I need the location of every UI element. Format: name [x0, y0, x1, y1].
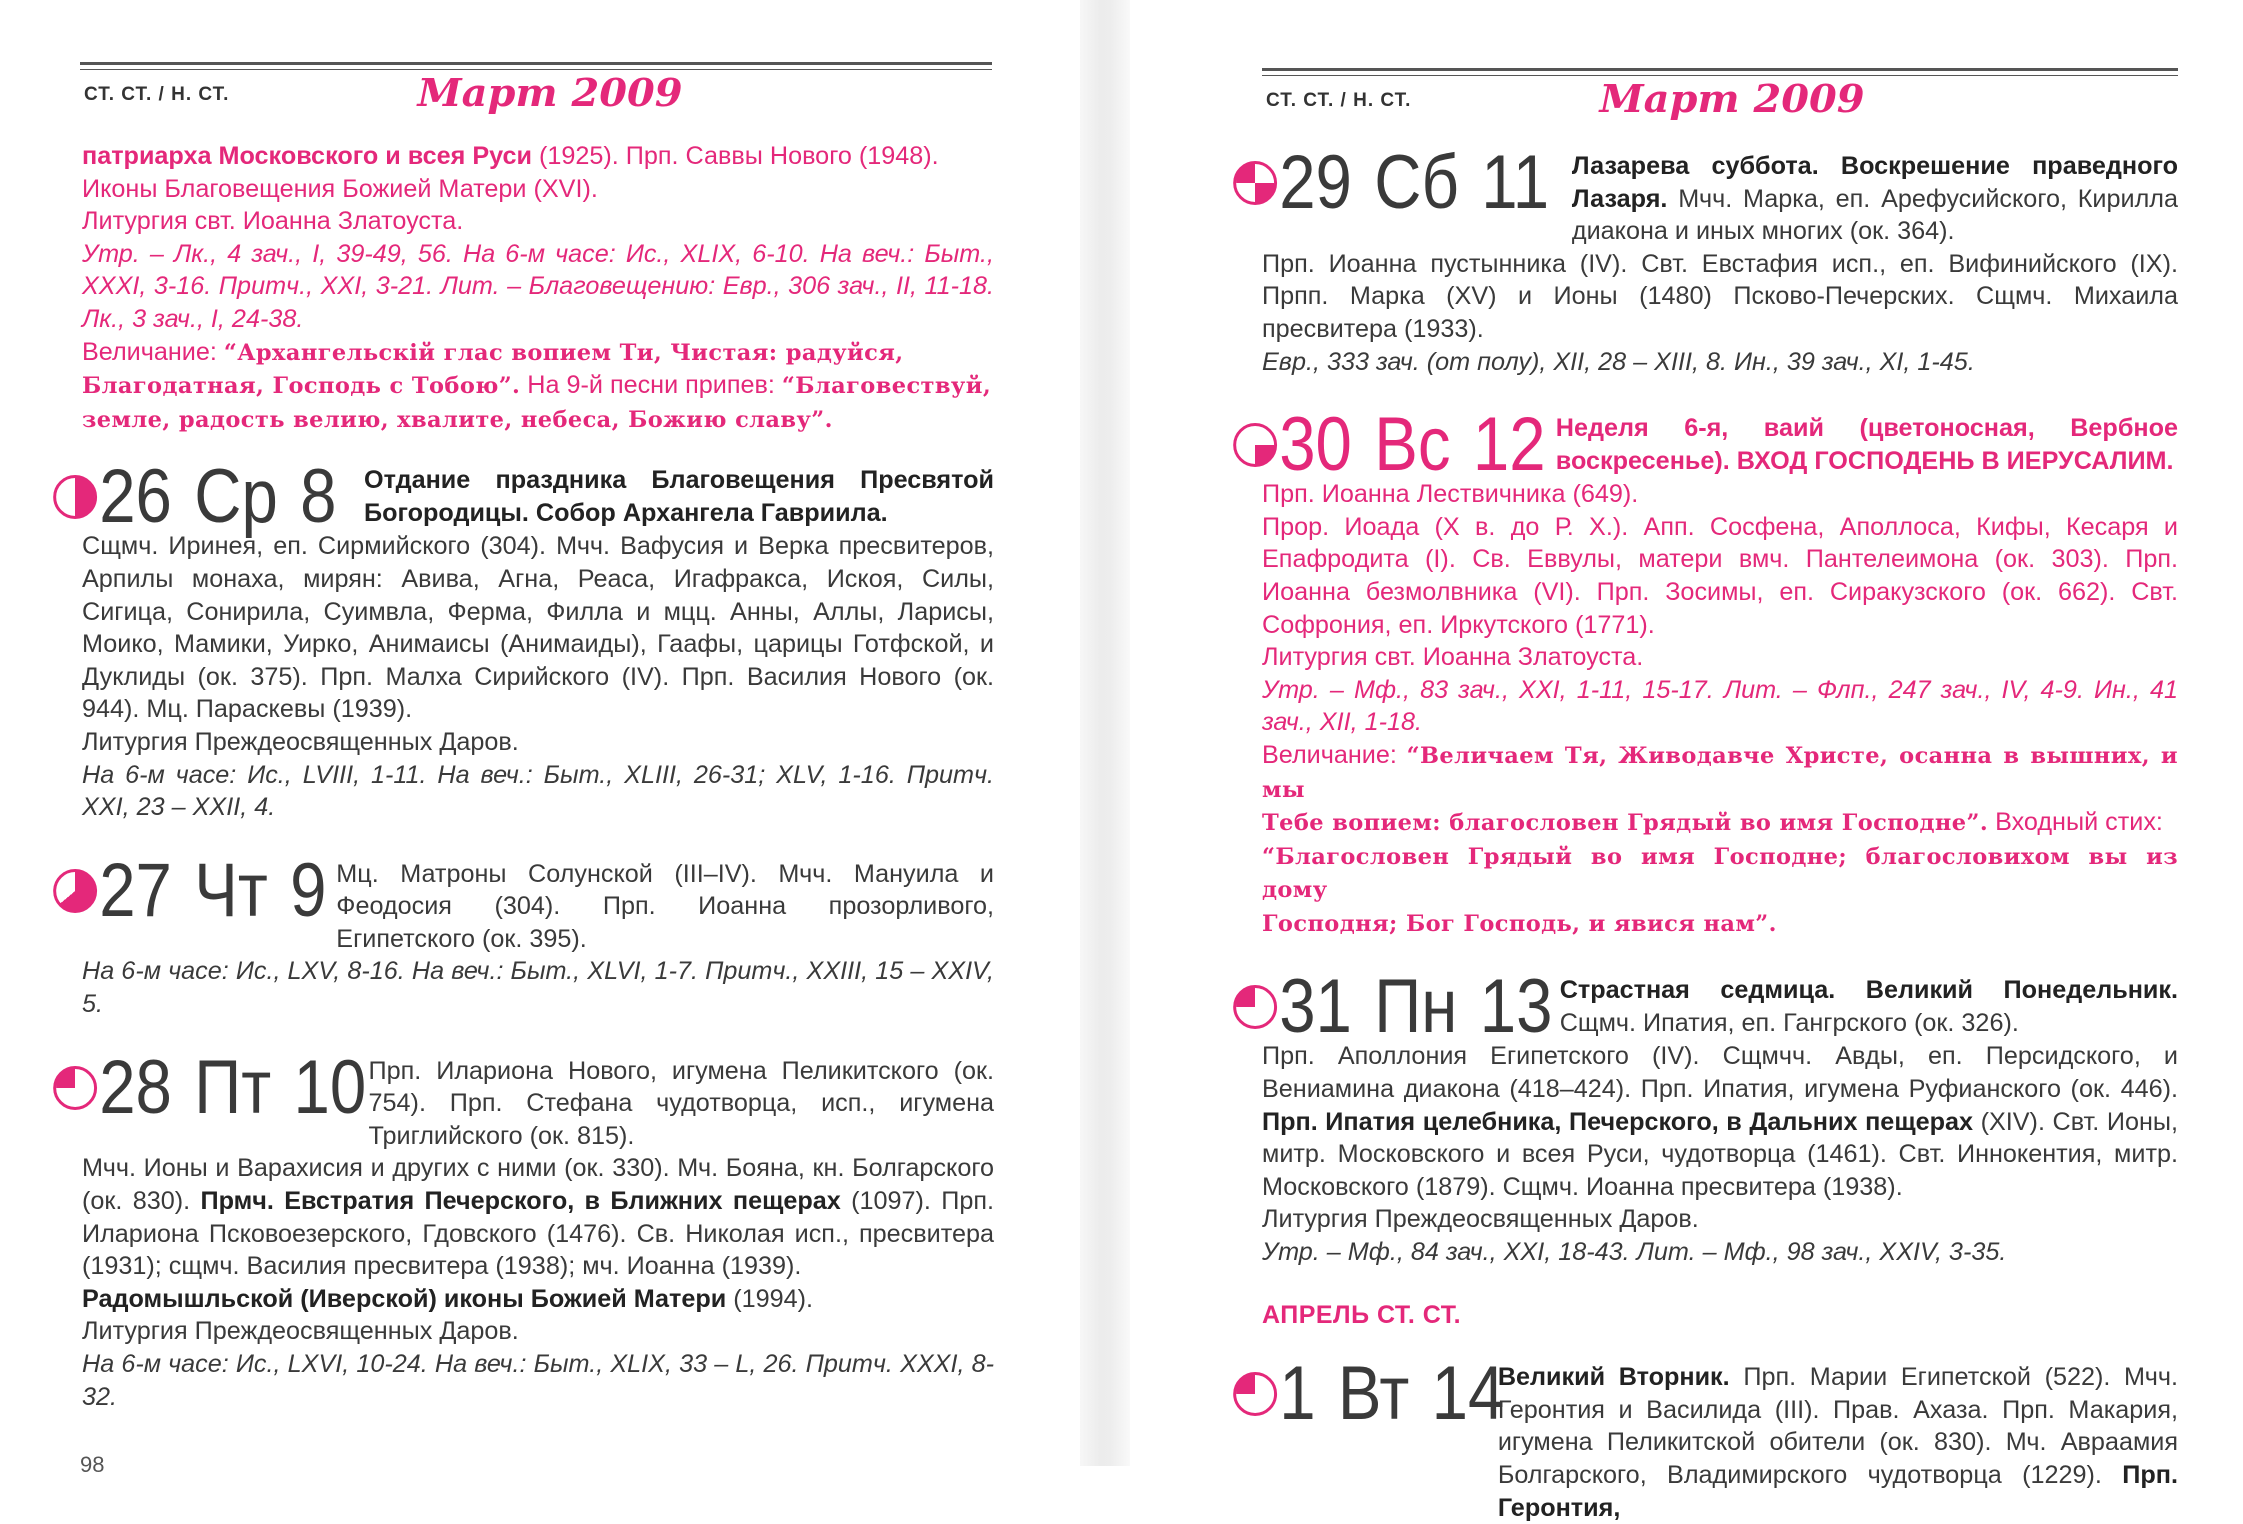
readings-line: Евр., 333 зач. (от полу), XII, 28 – XIII, 8. Ин., 39 зач., XI, 1-45.	[1262, 347, 1975, 376]
icon-commemoration: Радомышльской (Иверской) иконы Божией Матери (1994).	[82, 1284, 814, 1313]
moon-phase-icon	[53, 869, 97, 913]
left-column	[82, 140, 994, 1413]
readings-line: Утр. – Лк., 4 зач., I, 39-49, 56. На 6-м часе: Ис., XLIX, 6-10. На веч.: Быт., XXXI, 3-16. Притч., XXI, 3-21. Лит. – Благовещению: Евр., 306 зач., II, 11-18. Лк., 3 зач., I, 24-38.	[82, 239, 994, 333]
right-column	[1262, 140, 2178, 1524]
right-page	[1130, 0, 2243, 1522]
moon-phase-icon	[53, 475, 97, 519]
saints-list: Прп. Аполлония Египетского (IV). Сщмчч. Авды, еп. Персидского, и Вениамина диакона (418–424). Прп. Ипатия, игумена Руфианского (ок. 446). Прп. Ипатия целебника, Печерского, в Дальних пещерах (XIV). Свт. Ионы, митр. Московского и всея Руси, чудотворца (1461). Свт. Иннокентия, митр. Московского (1879). Сщмч. Иоанна пресвитера (1938).	[1262, 1042, 2178, 1201]
header-rule	[80, 62, 992, 65]
day-number: 29 Сб 11	[1262, 150, 1549, 216]
continued-line1: патриарха Московского и всея Руси (1925). Прп. Саввы Нового (1948).	[82, 142, 939, 170]
section-title: АПРЕЛЬ СТ. СТ.	[1262, 1300, 1462, 1329]
page-number: 98	[80, 1452, 105, 1477]
readings-line: На 6-м часе: Ис., LVIII, 1-11. На веч.: Быт., XLIII, 26-31; XLV, 1-16. Притч. XXI, 23 – XXII, 4.	[82, 760, 994, 822]
feast-title: Страстная седмица. Великий Понедельник.	[1559, 976, 2178, 1005]
saints-list: Прп. Иоанна пустынника (IV). Свт. Евстафия исп., еп. Вифинийского (IX). Прпп. Марка (XV) и Ионы (1480) Псково-Печерских. Сщмч. Михаила пресвитера (1933).	[1262, 249, 2178, 343]
continued-line2: Иконы Благовещения Божией Матери (XVI).	[82, 174, 598, 203]
day-entry-28	[82, 1044, 994, 1414]
feast-title: Великий Вторник.	[1497, 1363, 1730, 1392]
day-entry-30	[1262, 402, 2178, 940]
saint-line: Прп. Иоанна Лествичника (649).	[1262, 480, 1639, 509]
readings-line: На 6-м часе: Ис., LXVI, 10-24. На веч.: Быт., XLIX, 33 – L, 26. Притч. XXXI, 8-32.	[82, 1350, 994, 1411]
page-header	[1262, 68, 2178, 148]
header-style-label: СТ. СТ. / Н. СТ.	[1266, 90, 1412, 111]
feast-title: Отдание праздника Благовещения Пресвятой Богородицы. Собор Архангела Гавриила.	[363, 466, 994, 527]
page-header	[80, 62, 992, 142]
day-number: 27 Чт 9	[82, 858, 326, 924]
header-rule	[1262, 68, 2178, 71]
day-entry-29: 29 Сб 11 Лазарева суббота. Воскрешение праведного Лазаря. Мчч. Марка, еп. Арефусийского, Кирилла диакона и иных многих (ок. 364). Прп. Иоанна пустынника (IV). Свт. Евстафия исп., еп. Вифинийского (IX). Прпп. Марка (XV) и Ионы (1480) Псково-Печерских. Сщмч. Михаила пресвитера (1933). Евр., 333 зач. (от полу), XII, 28 – XIII, 8. Ин., 39 зач., XI, 1-45.	[1262, 150, 2178, 378]
magnification: Величание: “Архангельскій глас вопием Ти, Чистая: радуйся, Благодатная, Господь с Тобою”. На 9-й песни припев: “Благовествуй, земле, радость велию, хвалите, небеса, Божию славу”.	[82, 337, 992, 433]
liturgy-line: Литургия свт. Иоанна Златоуста.	[82, 207, 464, 236]
left-page	[0, 0, 1080, 1477]
liturgy-line: Литургия Преждеосвященных Даров.	[82, 1317, 519, 1346]
day-number: 1 Вт 14	[1262, 1361, 1504, 1427]
day-number: 26 Ср 8	[82, 464, 337, 530]
header-month-title: Март 2009	[417, 70, 683, 115]
moon-phase-icon	[1233, 161, 1277, 205]
saints-list: Прп. Илариона Нового, игумена Пеликитского (ок. 754). Прп. Стефана чудотворца, исп., игумена Триглийского (ок. 815).	[368, 1056, 994, 1150]
liturgy-line: Литургия свт. Иоанна Златоуста.	[1262, 643, 1644, 672]
day-entry-april-1: 1 Вт 14 Великий Вторник. Прп. Марии Египетской (522). Мчч. Геронтия и Василида (III). Прав. Ахаза. Прп. Макария, игумена Пеликитской обители (ок. 830). Мч. Авраамия Болгарского, Владимирского чудотворца (1229). Прп. Геронтия,	[1262, 1361, 2178, 1524]
continued-entry	[82, 140, 994, 436]
day-entry-31: 31 Пн 13 Страстная седмица. Великий Понедельник. Сщмч. Ипатия, еп. Гангрского (ок. 326). Прп. Аполлония Египетского (IV). Сщмчч. Авды, еп. Персидского, и Вениамина диакона (418–424). Прп. Ипатия, игумена Руфианского (ок. 446). Прп. Ипатия целебника, Печерского, в Дальних пещерах (XIV). Свт. Ионы, митр. Московского и всея Руси, чудотворца (1461). Свт. Иннокентия, митр. Московского (1879). Сщмч. Иоанна пресвитера (1938). Литургия Преждеосвященных Даров. Утр. – Мф., 84 зач., XXI, 18-43. Лит. – Мф., 98 зач., XXIV, 3-35.	[1262, 974, 2178, 1268]
saints-list: Мц. Матроны Солунской (III–IV). Мчч. Мануила и Феодосия (304). Прп. Иоанна прозорливого, Египетского (ок. 395).	[336, 859, 994, 953]
day-number: 31 Пн 13	[1262, 974, 1552, 1040]
readings-line: Утр. – Мф., 84 зач., XXI, 18-43. Лит. – Мф., 98 зач., XXIV, 3-35.	[1262, 1238, 2007, 1267]
moon-phase-icon	[53, 1066, 97, 1110]
magnification: Величание: “Величаем Тя, Живодавче Христе, осанна в вышних, и мы Тебе вопием: благословен Грядый во имя Господне”. Входный стих: “Благословен Грядый во имя Господне; благословихом вы из дому Господня; Бог Господь, и явися нам”.	[1262, 740, 2178, 937]
liturgy-line: Литургия Преждеосвященных Даров.	[1262, 1205, 1699, 1234]
readings-line: Утр. – Мф., 83 зач., XXI, 1-11, 15-17. Лит. – Флп., 247 зач., IV, 4-9. Ин., 41 зач., XII, 1-18.	[1262, 675, 2178, 737]
saints-list-2: Мчч. Ионы и Варахисия и других с ними (ок. 330). Мч. Бояна, кн. Болгарского (ок. 830). Прмч. Евстратия Печерского, в Ближних пещерах (1097). Прп. Илариона Псковоезерского, Гдовского (1476). Св. Николая исп., пресвитера (1931); сщмч. Василия пресвитера (1938); мч. Иоанна (1939).	[82, 1154, 994, 1281]
saints-list: Сщмч. Иринея, еп. Сирмийского (304). Мчч. Вафусия и Верка пресвитеров, Арпилы монаха, мирян: Авива, Агна, Реаса, Игафракса, Искоя, Силы, Сигица, Сонирила, Суимвла, Ферма, Филла и мцц. Анны, Аллы, Ларисы, Моико, Мамики, Уирко, Анимаисы (Анимаиды), Гаафы, царицы Готфской, и Дуклиды (ок. 375). Прп. Малха Сирийского (IV). Прп. Василия Нового (ок. 944). Мц. Параскевы (1939).	[82, 532, 994, 724]
liturgy-line: Литургия Преждеосвященных Даров.	[82, 727, 519, 756]
book-gutter	[1080, 0, 1130, 1466]
moon-phase-icon	[1233, 423, 1277, 467]
day-entry-26	[82, 454, 994, 823]
day-number: 28 Пт 10	[82, 1055, 366, 1121]
readings-line: На 6-м часе: Ис., LXV, 8-16. На веч.: Быт., XLVI, 1-7. Притч., XXIII, 15 – XXIV, 5.	[82, 957, 994, 1019]
day-number: 30 Вс 12	[1262, 412, 1546, 478]
saints-list: Прор. Иоада (X в. до Р. Х.). Апп. Сосфена, Аполлоса, Кифы, Кесаря и Епафродита (I). Св. Еввулы, матери вмч. Пантелеимона (ок. 303). Прп. Иоанна безмолвника (VI). Прп. Зосимы, еп. Сиракузского (ок. 662). Свт. Софрония, еп. Иркутского (1771).	[1262, 512, 2178, 639]
feast-title: Неделя 6-я, ваий (цветоносная, Вербное воскресенье). ВХОД ГОСПОДЕНЬ В ИЕРУСАЛИМ.	[1555, 414, 2178, 475]
header-style-label: СТ. СТ. / Н. СТ.	[84, 84, 230, 105]
moon-phase-icon	[1233, 985, 1277, 1029]
header-month-title: Март 2009	[1599, 76, 1865, 121]
feast-title: Лазарева суббота. Воскрешение праведного Лазаря.	[1571, 152, 2178, 213]
moon-phase-icon	[1233, 1372, 1277, 1416]
day-entry-27	[82, 847, 994, 1021]
